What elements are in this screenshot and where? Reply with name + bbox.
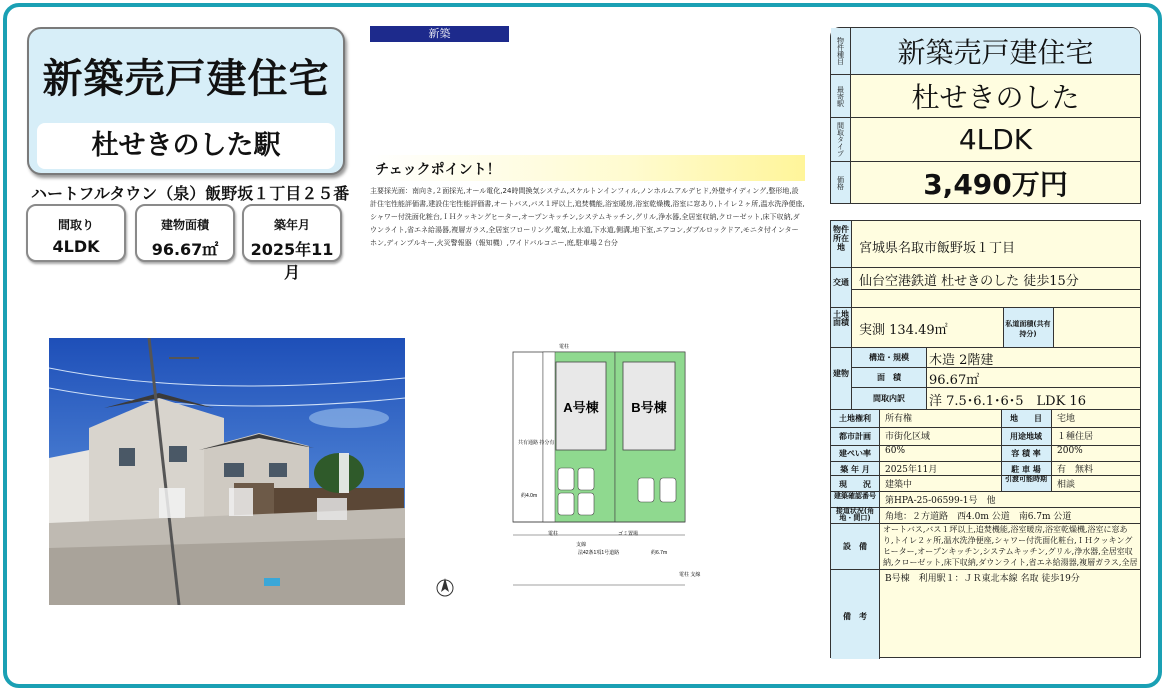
city-plan-label: 都市計画 (839, 432, 871, 441)
summary-table (830, 27, 1141, 204)
coverage-value: 60% (885, 446, 906, 456)
land-category-label: 地 目 (1010, 414, 1042, 423)
spec-value: 4LDK (52, 237, 100, 256)
spec-label: 間取り (57, 218, 94, 232)
location-label: 物件所在地 (833, 225, 849, 252)
spec-layout-card (26, 204, 126, 262)
road-west-label: 約4.0m (521, 493, 538, 499)
summary-row-price (831, 162, 1140, 203)
land-right-value: 所有権 (885, 414, 913, 424)
pole-support-label: 電柱 支線 (679, 572, 701, 578)
status-value: 建築中 (885, 480, 913, 490)
rooms-value: 洋 7.5･6.1･6･5 LDK 16 (929, 394, 1086, 409)
spec-value: 96.67㎡ (151, 240, 219, 259)
road-south-label: 約6.7m (651, 550, 668, 556)
listing-title: 新築売戸建住宅 (42, 56, 330, 102)
house-photo (49, 338, 405, 605)
summary-row-station (831, 75, 1140, 118)
station-value: 杜せきのした (911, 81, 1080, 114)
pole-top-label: 電柱 (559, 344, 570, 350)
garbage-label: ゴミ置場 (618, 531, 639, 537)
title-card (27, 27, 345, 175)
coverage-label: 建ぺい率 (839, 449, 871, 458)
land-category-value: 宅地 (1057, 414, 1076, 424)
zoning-value: １種住居 (1057, 432, 1094, 442)
remarks-value: B号棟 利用駅１：ＪＲ東北本線 名取 徒歩19分 (885, 574, 1080, 584)
property-address: ハートフルタウン（泉）飯野坂１丁目２５番 (31, 184, 350, 203)
lot-b-label: B号棟 (631, 400, 667, 415)
summary-row-layout (831, 118, 1140, 162)
transport-value: 仙台空港鉄道 杜せきのした 徒歩15分 (859, 274, 1079, 289)
access-label: 接道状況(角地・間口) (835, 507, 875, 522)
shared-road-label: 共有通路 持分有 (518, 440, 555, 446)
area-value: 96.67㎡ (929, 373, 980, 388)
structure-label: 構造・規模 (869, 353, 909, 362)
spec-label: 築年月 (273, 218, 310, 232)
remarks-label: 備 考 (843, 612, 867, 621)
row-label: 物件種目 (831, 28, 851, 74)
confirm-value: 第HPA-25-06599-1号 他 (885, 496, 996, 506)
area-label: 面 積 (877, 373, 901, 382)
built-label: 築 年 月 (840, 465, 870, 474)
private-road-label: 私道面積(共有持分) (1005, 320, 1051, 338)
price-value: 3,490万円 (923, 167, 1068, 201)
location-value: 宮城県名取市飯野坂１丁目 (859, 241, 1016, 256)
detail-table (830, 220, 1141, 658)
building-label: 建物 (833, 369, 849, 378)
spec-label: 建物面積 (160, 218, 209, 232)
spec-built-card (242, 204, 342, 282)
row-label: 間取タイプ (831, 118, 851, 161)
support-label: 支線 (576, 542, 587, 548)
rooms-label: 間取内訳 (873, 394, 905, 403)
road-law-label: 法42条1項1号道路 (578, 550, 620, 556)
pole-left-label: 電柱 (548, 531, 559, 537)
handover-value: 相談 (1057, 480, 1076, 490)
spec-value: 2025年11月 (250, 240, 334, 282)
zoning-label: 用途地域 (1010, 432, 1042, 441)
access-value: 角地：２方道路 西4.0m 公道 南6.7m 公道 (885, 512, 1072, 522)
land-value: 実測 134.49㎡ (859, 323, 948, 338)
structure-value: 木造 2階建 (929, 353, 994, 368)
city-plan-value: 市街化区域 (885, 432, 931, 442)
new-build-badge: 新築 (370, 26, 509, 42)
handover-label: 引渡可能時期 (1005, 475, 1047, 483)
layout-value: 4LDK (958, 123, 1033, 156)
spec-area-card (135, 204, 235, 262)
summary-row-type (831, 28, 1140, 75)
lot-a-label: A号棟 (563, 400, 599, 415)
status-label: 現 況 (839, 480, 871, 489)
land-label: 土地面積 (833, 310, 849, 327)
built-value: 2025年11月 (885, 465, 938, 475)
far-label: 容 積 率 (1011, 449, 1041, 458)
equipment-label: 設 備 (843, 542, 867, 551)
site-plan (433, 340, 705, 605)
station-name: 杜せきのした駅 (37, 123, 335, 169)
parking-label: 駐 車 場 (1011, 465, 1041, 474)
far-value: 200% (1057, 446, 1083, 456)
row-label: 最寄駅 (831, 75, 851, 117)
checkpoint-title: チェックポイント！ (369, 155, 805, 181)
equipment-value: オートバス,バス１坪以上,追焚機能,浴室暖房,浴室乾燥機,浴室に窓あり,トイレ２ヶ所,温水洗浄便座,シャワー付洗面化粧台,ＩＨクッキングヒーター,オープンキッチン,システムキッチン,グリル,浄水器,全居室収納,クローゼット,床下収納,ダウンライト,省エネ給湯器,複層ガラス,全居 (883, 525, 1138, 567)
parking-value: 有 無料 (1057, 465, 1094, 475)
type-value: 新築売戸建住宅 (851, 28, 1140, 74)
transport-label: 交通 (833, 278, 849, 287)
row-label: 価格 (831, 162, 851, 203)
confirm-label: 建築確認番号 (834, 492, 876, 500)
land-right-label: 土地権利 (839, 414, 871, 423)
checkpoint-body: 主要採光面：南向き,２面採光,オール電化,24時間換気システム,スケルトンインフィル,ノンホルムアルデヒド,外壁サイディング,整形地,設計住宅性能評価書,建設住宅性能評価書,オートバス,バス１坪以上,追焚機能,浴室暖房,浴室乾燥機,浴室に窓あり,トイレ２ヶ所,温水洗浄便座,シャワー付洗面化粧台,ＩＨクッキングヒーター,オープンキッチン,システムキッチン,グリル,浄水器,全居室収納,クローゼット,床下収納,ダウンライト,省エネ給湯器,複層ガラス,全居室フローリング,電気,上水道,下水道,側溝,地下室,エアコン,ダブルロックドア,モニタ付インターホン,ディンプルキー,火災警報器（報知機）,ワイドバルコニー,庭,駐車場２台分 (370, 187, 805, 247)
